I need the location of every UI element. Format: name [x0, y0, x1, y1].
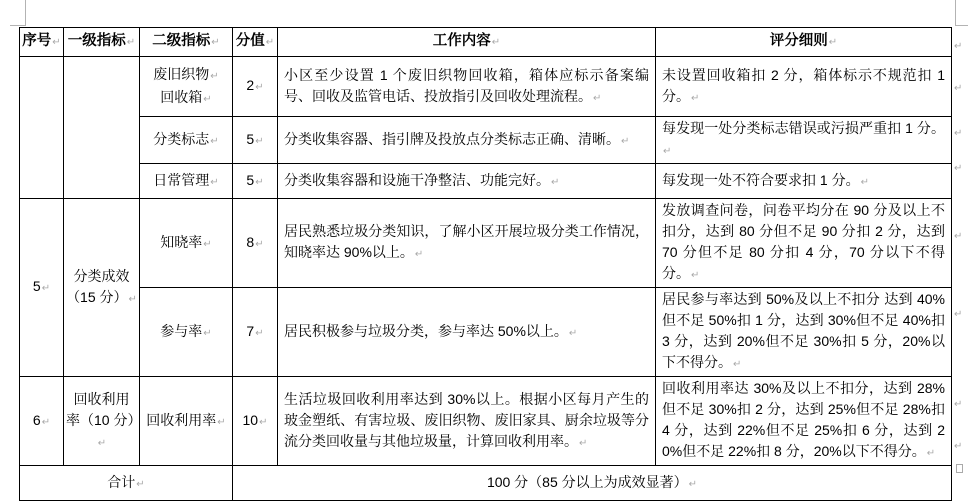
- paragraph-mark-icon: ↵: [860, 176, 869, 188]
- paragraph-mark-icon: ↵: [621, 135, 630, 147]
- table-row: [20, 199, 952, 288]
- paragraph-mark-icon: ↵: [691, 270, 700, 281]
- table-row: [20, 377, 952, 466]
- paragraph-mark-icon: ↵: [203, 93, 212, 105]
- cell-work-content: 生活垃圾回收利用率达到 30%以上。根据小区每月产生的玻金塑纸、有害垃圾、废旧织物、废旧家具、厨余垃圾等分流分类回收量与其他垃圾量，计算回收利用率。↵: [278, 377, 656, 466]
- paragraph-mark-icon: ↵: [203, 238, 212, 250]
- cell-total-label: 合计↵: [20, 466, 233, 501]
- paragraph-mark-icon: ↵: [126, 37, 136, 48]
- cell-score: 10↵: [233, 377, 278, 466]
- paragraph-mark-icon: ↵: [259, 416, 268, 428]
- cell-level2: 日常管理↵: [140, 164, 233, 199]
- header-serial: 序号↵: [20, 28, 64, 57]
- row-end-mark: ↵: [954, 441, 963, 452]
- paragraph-mark-icon: ↵: [733, 359, 742, 370]
- paragraph-mark-icon: ↵: [255, 135, 264, 147]
- paragraph-mark-icon: ↵: [255, 176, 264, 188]
- paragraph-mark-icon: ↵: [136, 478, 145, 490]
- paragraph-mark-icon: ↵: [128, 293, 137, 305]
- paragraph-mark-icon: ↵: [211, 37, 220, 48]
- cell-score: 2↵: [233, 57, 278, 117]
- row-end-mark: ↵: [954, 41, 963, 52]
- header-level1-indicator: 一级指标↵: [64, 28, 140, 57]
- row-end-mark: ↵: [954, 399, 963, 410]
- level2-line: 回收箱↵: [160, 88, 212, 105]
- paragraph-mark-icon: ↵: [255, 82, 264, 93]
- cell-scoring-rule: 居民参与率达到 50%及以上不扣分 达到 40%但不足 50%扣 1 分，达到 30%但不足 40%扣 3 分，达到 20%但不足 30%扣 5 分，20%以下不得分。↵: [656, 288, 952, 377]
- cell-score: 5↵: [233, 164, 278, 199]
- paragraph-mark-icon: ↵: [551, 176, 560, 188]
- cell-serial-empty: [20, 57, 64, 199]
- cell-serial: 6↵: [20, 377, 64, 466]
- paragraph-mark-icon: ↵: [210, 70, 219, 82]
- row-end-mark: ↵: [954, 163, 963, 174]
- cell-level2: 知晓率↵: [140, 199, 233, 288]
- level1-line: （15 分）↵: [66, 288, 137, 305]
- paragraph-mark-icon: ↵: [414, 249, 424, 260]
- level1-line: 回收利用: [73, 390, 130, 407]
- paragraph-mark-icon: ↵: [491, 37, 501, 48]
- paragraph-mark-icon: ↵: [663, 146, 672, 157]
- cell-scoring-rule: 发放调查问卷，问卷平均分在 90 分及以上不扣分，达到 80 分但不足 90 分扣 2 分，达到 70 分但不足 80 分扣 4 分，70 分以下不得分。↵: [656, 199, 952, 288]
- table-row: [20, 164, 952, 199]
- paragraph-mark-icon: ↵: [217, 416, 226, 428]
- row-end-mark: ↵: [954, 231, 963, 242]
- paragraph-mark-icon: ↵: [97, 437, 107, 449]
- header-level2-indicator: 二级指标↵: [140, 28, 233, 57]
- level1-line: 率（10 分）↵: [66, 411, 142, 449]
- cell-level1: [64, 377, 140, 466]
- paragraph-mark-icon: ↵: [52, 37, 61, 48]
- cell-scoring-rule: 每发现一处不符合要求扣 1 分。↵: [656, 164, 952, 199]
- row-end-mark: ↵: [954, 309, 963, 320]
- cell-total-value: 100 分（85 分以上为成效显著）↵: [233, 466, 952, 501]
- cell-work-content: 居民熟悉垃圾分类知识，了解小区开展垃圾分类工作情况，知晓率达 90%以上。↵: [278, 199, 656, 288]
- level1-line: 分类成效: [73, 267, 130, 284]
- text-boundary-corner-left-icon: [10, 0, 26, 26]
- total-row: [20, 466, 952, 501]
- cell-score: 7↵: [233, 288, 278, 377]
- cell-work-content: 分类收集容器、指引牌及投放点分类标志正确、清晰。↵: [278, 117, 656, 164]
- cell-level1-empty: [64, 57, 140, 199]
- header-scoring-rule: 评分细则↵: [656, 28, 952, 57]
- cell-work-content: 分类收集容器和设施干净整洁、功能完好。↵: [278, 164, 656, 199]
- paragraph-mark-icon: ↵: [203, 327, 212, 339]
- paragraph-mark-icon: ↵: [255, 238, 264, 250]
- end-of-document-mark: [956, 464, 963, 473]
- cell-level2: 分类标志↵: [140, 117, 233, 164]
- paragraph-mark-icon: ↵: [41, 283, 51, 294]
- paragraph-mark-icon: ↵: [41, 416, 51, 428]
- paragraph-mark-icon: ↵: [688, 478, 698, 490]
- cell-score: 8↵: [233, 199, 278, 288]
- row-end-mark: ↵: [954, 83, 963, 94]
- paragraph-mark-icon: ↵: [210, 176, 219, 188]
- paragraph-mark-icon: ↵: [579, 437, 588, 449]
- cell-level2: [140, 57, 233, 117]
- table-row: [20, 57, 952, 117]
- cell-level1: [64, 199, 140, 377]
- paragraph-mark-icon: ↵: [691, 92, 700, 104]
- paragraph-mark-icon: ↵: [255, 327, 264, 339]
- paragraph-mark-icon: ↵: [593, 92, 602, 104]
- scoring-rubric-table: [19, 27, 952, 501]
- cell-scoring-rule: 未设置回收箱扣 2 分，箱体标示不规范扣 1 分。↵: [656, 57, 952, 117]
- header-work-content: 工作内容↵: [278, 28, 656, 57]
- row-end-mark: ↵: [954, 128, 963, 139]
- paragraph-mark-icon: ↵: [568, 327, 578, 339]
- header-score: 分值↵: [233, 28, 278, 57]
- table-row: [20, 288, 952, 377]
- cell-level2: 参与率↵: [140, 288, 233, 377]
- cell-serial: 5↵: [20, 199, 64, 377]
- cell-scoring-rule: 回收利用率达 30%及以上不扣分，达到 28%但不足 30%扣 2 分，达到 25%但不足 28%扣 4 分，达到 22%但不足 25%扣 6 分，达到 20%但不足 22%扣 8 分，20%以下不得分。↵: [656, 377, 952, 466]
- cell-work-content: 居民积极参与垃圾分类，参与率达 50%以上。↵: [278, 288, 656, 377]
- header-row: [20, 28, 952, 57]
- paragraph-mark-icon: ↵: [210, 135, 219, 147]
- level2-line: 废旧织物↵: [153, 65, 219, 82]
- paragraph-mark-icon: ↵: [926, 448, 936, 459]
- text-boundary-corner-right-icon: [955, 0, 968, 26]
- cell-work-content: 小区至少设置 1 个废旧织物回收箱，箱体应标示备案编号、回收及监管电话、投放指引及回收处理流程。↵: [278, 57, 656, 117]
- cell-score: 5↵: [233, 117, 278, 164]
- paragraph-mark-icon: ↵: [828, 37, 838, 48]
- table-row: [20, 117, 952, 164]
- paragraph-mark-icon: ↵: [265, 37, 275, 48]
- cell-scoring-rule: 每发现一处分类标志错误或污损严重扣 1 分。↵: [656, 117, 952, 164]
- cell-level2: 回收利用率↵: [140, 377, 233, 466]
